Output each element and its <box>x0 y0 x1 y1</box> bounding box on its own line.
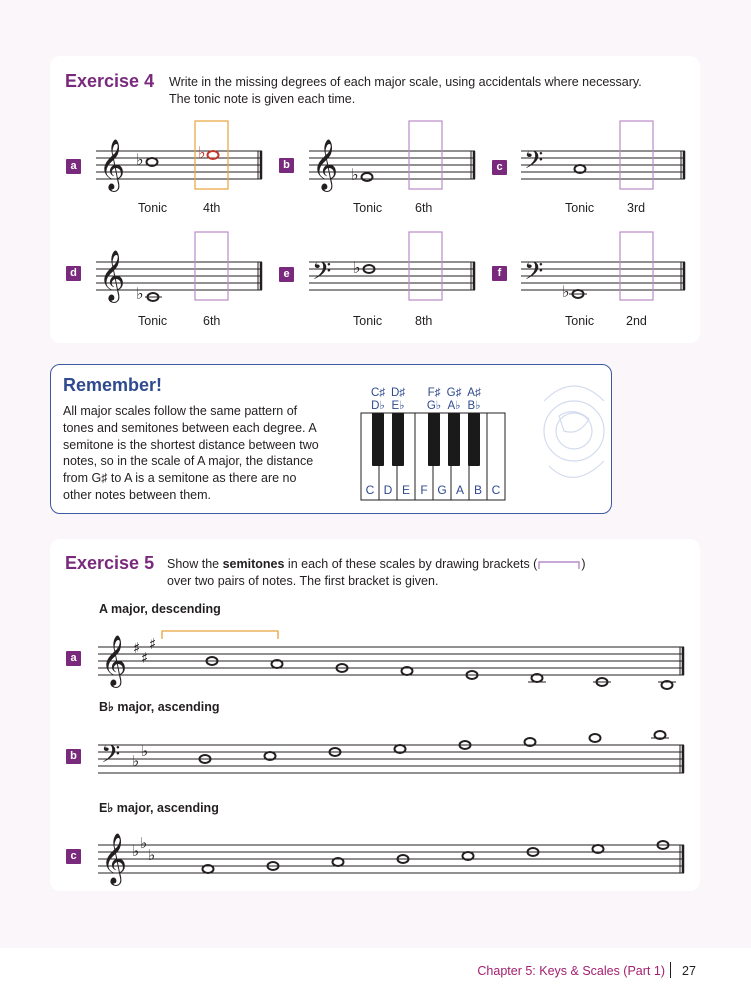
white-key-2: D <box>383 483 393 497</box>
exercise-5-instruction-post: in each of these scales by drawing brackets ( <box>284 557 538 571</box>
item-e-tonic-label: Tonic <box>353 314 383 328</box>
svg-text:♯: ♯ <box>133 639 141 657</box>
scale-c-title: E♭ major, ascending <box>99 801 219 815</box>
remember-box <box>50 364 612 514</box>
scale-c-badge: c <box>66 849 81 864</box>
item-f-badge: f <box>492 266 507 281</box>
item-c-tonic-label: Tonic <box>565 201 595 215</box>
black-key-5-sharp: A♯ <box>467 387 481 399</box>
page-number: 27 <box>682 964 696 978</box>
item-b-badge: b <box>279 158 294 173</box>
exercise-5-card <box>50 539 700 891</box>
exercise-4-title: Exercise 4 <box>65 71 155 91</box>
footer-chapter: Chapter 5: Keys & Scales (Part 1) <box>477 964 665 978</box>
scale-a-title: A major, descending <box>99 602 221 616</box>
remember-text: All major scales follow the same pattern of tones and semitones between each degree. A semitone is the shortest distance between two notes, so in the scale of A major, the distance from G♯ to A is a semitone as there are no other notes between them. <box>63 404 319 502</box>
svg-text:♭: ♭ <box>148 846 156 864</box>
exercise-4-instruction-line1: Write in the missing degrees of each major scale, using accidentals where necessary. <box>169 75 642 89</box>
exercise-5-title: Exercise 5 <box>65 553 155 573</box>
svg-text:♭: ♭ <box>141 742 149 760</box>
staff-item-c <box>521 118 689 193</box>
black-key-1-sharp: C♯ <box>370 387 386 399</box>
staff-scale-b <box>98 719 688 789</box>
black-key-2-flat: E♭ <box>391 400 405 412</box>
black-key-2-sharp: D♯ <box>390 387 406 399</box>
flat-icon: ♭ <box>353 258 361 277</box>
item-c-degree-label: 3rd <box>627 201 646 215</box>
scale-b-title: B♭ major, ascending <box>99 700 220 714</box>
treble-clef-icon: 𝄞 <box>101 833 128 884</box>
bass-clef-icon: 𝄢 <box>524 146 544 181</box>
exercise-4-instruction <box>169 74 642 108</box>
flat-icon-answer: ♭ <box>198 143 206 162</box>
scale-c-notes <box>203 841 669 873</box>
white-key-3: E <box>401 483 411 497</box>
scale-a-badge: a <box>66 651 81 666</box>
svg-text:♯: ♯ <box>141 649 149 667</box>
white-key-4: F <box>420 483 428 497</box>
staff-item-a <box>96 118 264 193</box>
exercise-4-card <box>50 56 700 343</box>
black-key-5-flat: B♭ <box>467 400 481 412</box>
scale-a-notes <box>207 657 673 689</box>
exercise-5-instruction-close: ) <box>581 557 586 571</box>
item-b-tonic-label: Tonic <box>353 201 383 215</box>
white-key-5: G <box>437 483 447 497</box>
black-key-3-sharp: F♯ <box>427 387 441 399</box>
remember-title: Remember! <box>63 375 163 395</box>
item-d-badge: d <box>66 266 81 281</box>
svg-text:♭: ♭ <box>140 834 148 852</box>
footer-separator <box>670 962 671 978</box>
bass-clef-icon: 𝄢 <box>101 740 121 775</box>
black-key-3-flat: G♭ <box>426 400 442 412</box>
bass-clef-icon: 𝄢 <box>312 257 332 292</box>
staff-item-d <box>96 229 264 304</box>
black-key-4-flat: A♭ <box>447 400 461 412</box>
svg-text:♭: ♭ <box>132 752 140 770</box>
item-e-badge: e <box>279 267 294 282</box>
item-a-degree-label: 4th <box>203 201 221 215</box>
item-d-degree-label: 6th <box>203 314 221 328</box>
item-a-badge: a <box>66 159 81 174</box>
flat-icon: ♭ <box>562 282 570 301</box>
staff-item-f <box>521 229 689 304</box>
given-bracket <box>162 631 278 639</box>
flat-icon: ♭ <box>136 284 144 303</box>
svg-text:♯: ♯ <box>149 635 157 653</box>
white-key-6: A <box>455 483 465 497</box>
scale-b-notes <box>200 731 666 763</box>
item-d-tonic-label: Tonic <box>138 314 168 328</box>
white-key-7: B <box>473 483 483 497</box>
item-b-degree-label: 6th <box>415 201 433 215</box>
item-f-tonic-label: Tonic <box>565 314 595 328</box>
exercise-4-instruction-line2: The tonic note is given each time. <box>169 92 356 106</box>
item-f-degree-label: 2nd <box>626 314 647 328</box>
staff-item-b <box>309 118 477 193</box>
black-key-1-flat: D♭ <box>371 400 385 412</box>
bass-clef-icon: 𝄢 <box>524 257 544 292</box>
black-key-4-sharp: G♯ <box>446 387 462 399</box>
piano-keyboard <box>358 381 513 503</box>
item-a-tonic-label: Tonic <box>138 201 168 215</box>
staff-scale-a <box>98 621 688 691</box>
tonic-note <box>362 173 373 181</box>
bracket-icon <box>537 560 581 570</box>
treble-clef-icon: 𝄞 <box>101 635 128 686</box>
svg-text:♭: ♭ <box>132 842 140 860</box>
staff-scale-c <box>98 819 688 889</box>
treble-clef-icon: 𝄞 <box>99 139 126 190</box>
item-e-degree-label: 8th <box>415 314 433 328</box>
treble-clef-icon: 𝄞 <box>99 250 126 301</box>
scale-b-badge: b <box>66 749 81 764</box>
treble-clef-icon: 𝄞 <box>312 139 339 190</box>
exercise-5-instruction-bold: semitones <box>222 557 285 571</box>
staff-item-e <box>309 229 477 304</box>
exercise-5-instruction-pre: Show the <box>167 557 223 571</box>
flat-icon: ♭ <box>351 165 359 184</box>
decorative-watermark <box>519 364 612 511</box>
white-key-8: C <box>491 483 501 497</box>
white-key-1: C <box>365 483 375 497</box>
item-c-badge: c <box>492 160 507 175</box>
key-signature-sharps <box>133 635 156 667</box>
flat-icon: ♭ <box>136 150 144 169</box>
exercise-5-instruction <box>167 556 586 590</box>
exercise-5-instruction-line2: over two pairs of notes. The first bracket is given. <box>167 574 439 588</box>
